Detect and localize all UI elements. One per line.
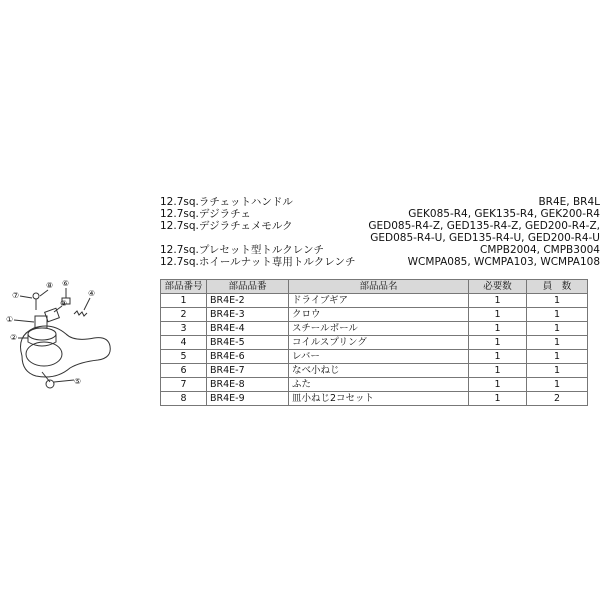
cell-qty: 1 (469, 322, 527, 336)
app-row (160, 220, 600, 244)
cell-code: BR4E-7 (207, 364, 289, 378)
diagram-label-2: ② (10, 333, 18, 342)
table-row (161, 322, 588, 336)
app-row (160, 244, 600, 256)
app-models (368, 220, 600, 244)
cell-no: 5 (161, 350, 207, 364)
cell-unit: 2 (527, 392, 588, 406)
table-row (161, 378, 588, 392)
table-row (161, 336, 588, 350)
table-row (161, 364, 588, 378)
cell-name: コイルスプリング (289, 336, 469, 350)
app-models: CMPB2004, CMPB3004 (480, 244, 600, 256)
cell-code: BR4E-8 (207, 378, 289, 392)
cell-no: 4 (161, 336, 207, 350)
app-models-line: GED085-R4-Z, GED135-R4-Z, GED200-R4-Z, (368, 220, 600, 232)
diagram-label-3: ③ (60, 299, 68, 308)
diagram-label-4: ④ (88, 289, 96, 298)
cell-name: スチールボール (289, 322, 469, 336)
cell-qty: 1 (469, 378, 527, 392)
applicable-models (160, 196, 600, 268)
cell-unit: 1 (527, 308, 588, 322)
table-header-row (161, 280, 588, 294)
app-name: 12.7sq.ホイールナット専用トルクレンチ (160, 256, 356, 268)
cell-unit: 1 (527, 294, 588, 308)
diagram-label-7: ⑦ (12, 291, 20, 300)
cell-name: 皿小ねじ2コセット (289, 392, 469, 406)
diagram-label-8: ⑧ (46, 281, 54, 290)
cell-name: なべ小ねじ (289, 364, 469, 378)
cell-unit: 1 (527, 350, 588, 364)
cell-code: BR4E-3 (207, 308, 289, 322)
app-models: GEK085-R4, GEK135-R4, GEK200-R4 (408, 208, 600, 220)
header-unit-count: 員 数 (527, 280, 588, 294)
parts-table (160, 279, 588, 406)
cell-qty: 1 (469, 336, 527, 350)
cell-no: 6 (161, 364, 207, 378)
cell-no: 1 (161, 294, 207, 308)
cell-name: クロウ (289, 308, 469, 322)
table-row (161, 392, 588, 406)
cell-no: 2 (161, 308, 207, 322)
cell-unit: 1 (527, 364, 588, 378)
cell-unit: 1 (527, 336, 588, 350)
cell-no: 3 (161, 322, 207, 336)
header-part-no: 部品番号 (161, 280, 207, 294)
cell-qty: 1 (469, 392, 527, 406)
cell-name: ふた (289, 378, 469, 392)
cell-qty: 1 (469, 294, 527, 308)
diagram-label-6: ⑥ (62, 279, 70, 288)
cell-qty: 1 (469, 364, 527, 378)
cell-code: BR4E-9 (207, 392, 289, 406)
cell-name: ドライブギア (289, 294, 469, 308)
table-row (161, 308, 588, 322)
header-part-code: 部品品番 (207, 280, 289, 294)
app-name: 12.7sq.ラチェットハンドル (160, 196, 293, 208)
app-name: 12.7sq.デジラチェメモルク (160, 220, 293, 232)
header-required-qty: 必要数 (469, 280, 527, 294)
diagram-label-5: ⑤ (74, 377, 82, 386)
cell-code: BR4E-5 (207, 336, 289, 350)
app-row (160, 208, 600, 220)
cell-code: BR4E-2 (207, 294, 289, 308)
ratchet-exploded-diagram (4, 276, 114, 396)
diagram-label-1: ① (6, 315, 14, 324)
app-row (160, 196, 600, 208)
cell-code: BR4E-6 (207, 350, 289, 364)
header-part-name: 部品品名 (289, 280, 469, 294)
cell-name: レバー (289, 350, 469, 364)
table-row (161, 350, 588, 364)
app-name: 12.7sq.プレセット型トルクレンチ (160, 244, 324, 256)
cell-unit: 1 (527, 322, 588, 336)
cell-code: BR4E-4 (207, 322, 289, 336)
cell-no: 8 (161, 392, 207, 406)
app-models-line: GED085-R4-U, GED135-R4-U, GED200-R4-U (370, 232, 600, 244)
app-name: 12.7sq.デジラチェ (160, 208, 251, 220)
app-row (160, 256, 600, 268)
cell-no: 7 (161, 378, 207, 392)
app-models: WCMPA085, WCMPA103, WCMPA108 (407, 256, 600, 268)
app-models: BR4E, BR4L (538, 196, 600, 208)
cell-unit: 1 (527, 378, 588, 392)
cell-qty: 1 (469, 350, 527, 364)
cell-qty: 1 (469, 308, 527, 322)
table-row (161, 294, 588, 308)
